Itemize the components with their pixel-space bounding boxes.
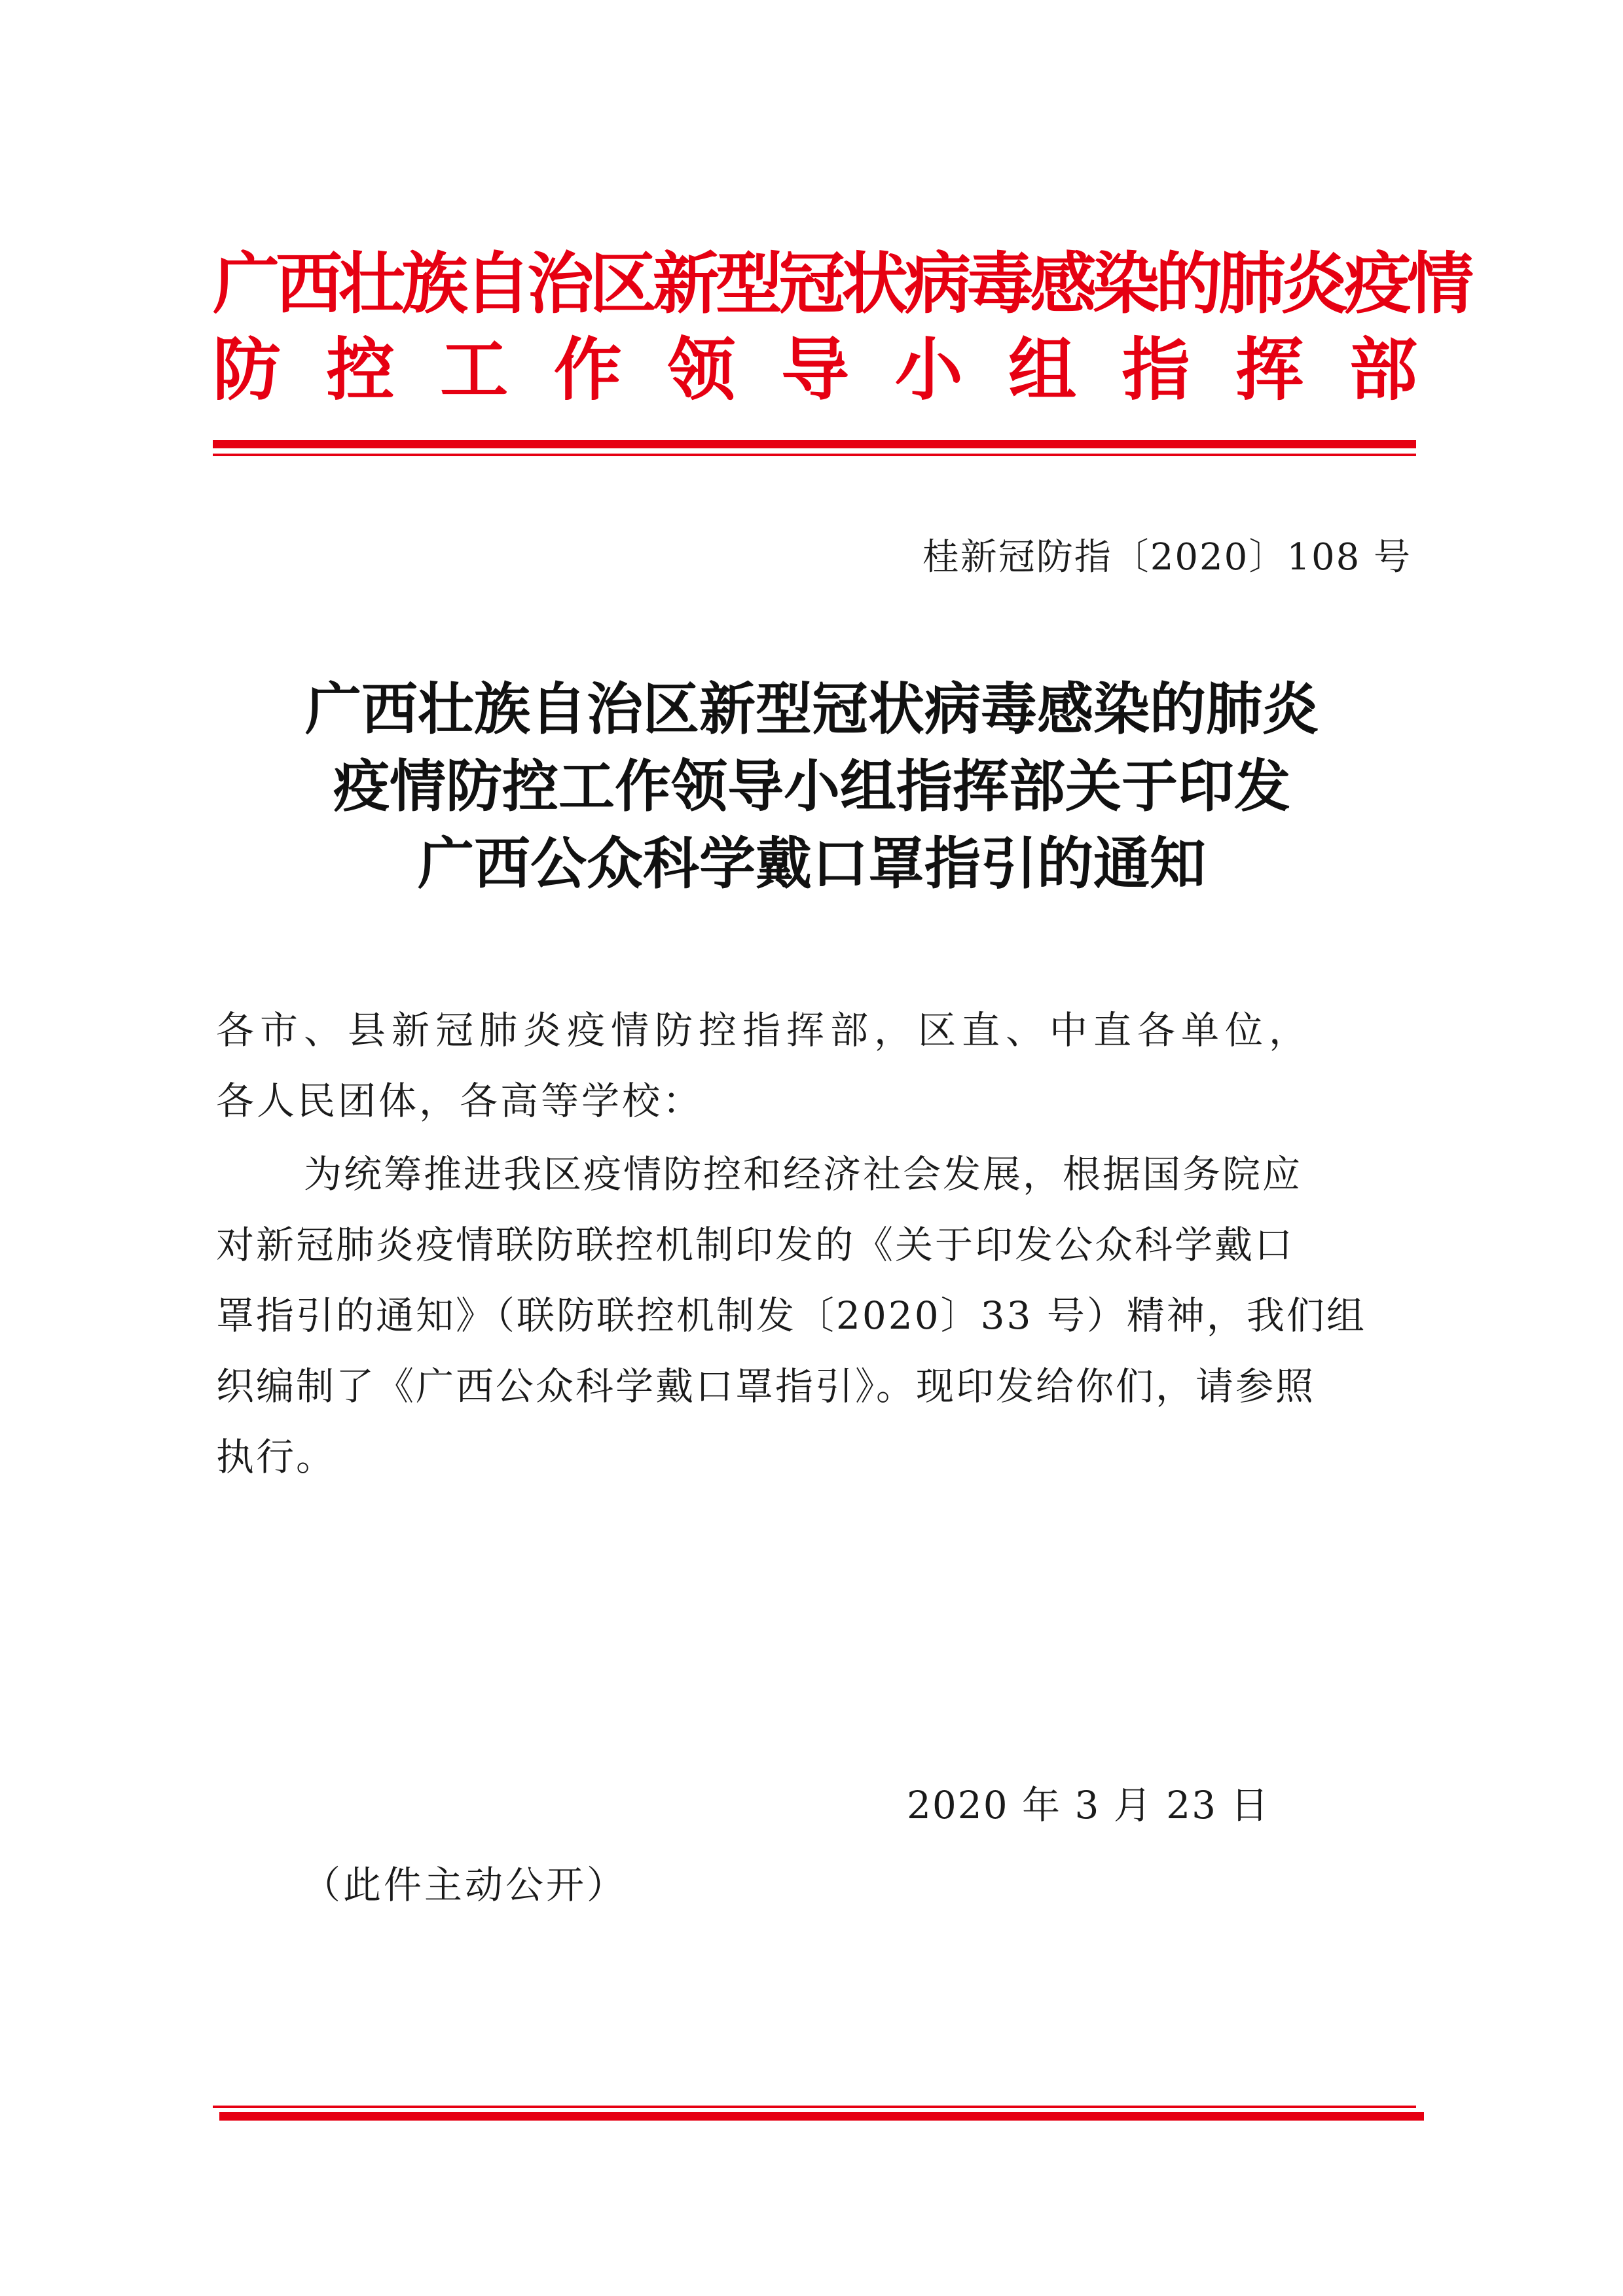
document-title	[216, 671, 1408, 903]
letterhead-line-1: 广西壮族自治区新型冠状病毒感染的肺炎疫情	[213, 245, 1470, 323]
addressee-line-2: 各人民团体，各高等学校：	[216, 1079, 704, 1123]
title-line-1: 广西壮族自治区新型冠状病毒感染的肺炎	[305, 677, 1319, 742]
body-line: 织编制了《广西公众科学戴口罩指引》。现印发给你们，请参照	[216, 1364, 1316, 1408]
body-line: 执行。	[216, 1435, 337, 1479]
letterhead-char: 部	[1349, 330, 1417, 410]
body-paragraph	[216, 1139, 1408, 1492]
letterhead-char: 防	[213, 330, 282, 410]
disclosure-note: （此件主动公开）	[302, 1863, 628, 1907]
title-line-3: 广西公众科学戴口罩指引的通知	[418, 831, 1206, 897]
letterhead-char: 小	[894, 330, 963, 410]
footer-divider-thick	[219, 2112, 1424, 2121]
body-line: 罩指引的通知》（联防联控机制发〔2020〕33 号）精神，我们组	[216, 1293, 1366, 1338]
letterhead-char: 作	[553, 330, 622, 410]
title-line-2: 疫情防控工作领导小组指挥部关于印发	[333, 754, 1290, 819]
issue-date: 2020 年 3 月 23 日	[907, 1783, 1270, 1827]
addressee	[216, 995, 1408, 1136]
body-line: 为统筹推进我区疫情防控和经济社会发展，根据国务院应	[304, 1152, 1303, 1196]
document-number: 桂新冠防指〔2020〕108 号	[922, 536, 1412, 579]
letterhead-char: 挥	[1235, 330, 1304, 410]
body-line: 对新冠肺炎疫情联防联控机制印发的《关于印发公众科学戴口	[216, 1223, 1295, 1267]
letterhead-char: 指	[1122, 330, 1190, 410]
letterhead-line-2	[213, 327, 1417, 412]
letterhead-char: 领	[667, 330, 736, 410]
letterhead-char: 工	[440, 330, 509, 410]
letterhead-divider-thick	[213, 440, 1416, 448]
letterhead-char: 导	[780, 330, 849, 410]
footer-divider-thin	[213, 2106, 1416, 2108]
letterhead-divider-thin	[213, 454, 1416, 456]
letterhead-char: 控	[326, 330, 395, 410]
addressee-line-1: 各市、县新冠肺炎疫情防控指挥部，区直、中直各单位，	[216, 1008, 1313, 1052]
letterhead-char: 组	[1008, 330, 1077, 410]
